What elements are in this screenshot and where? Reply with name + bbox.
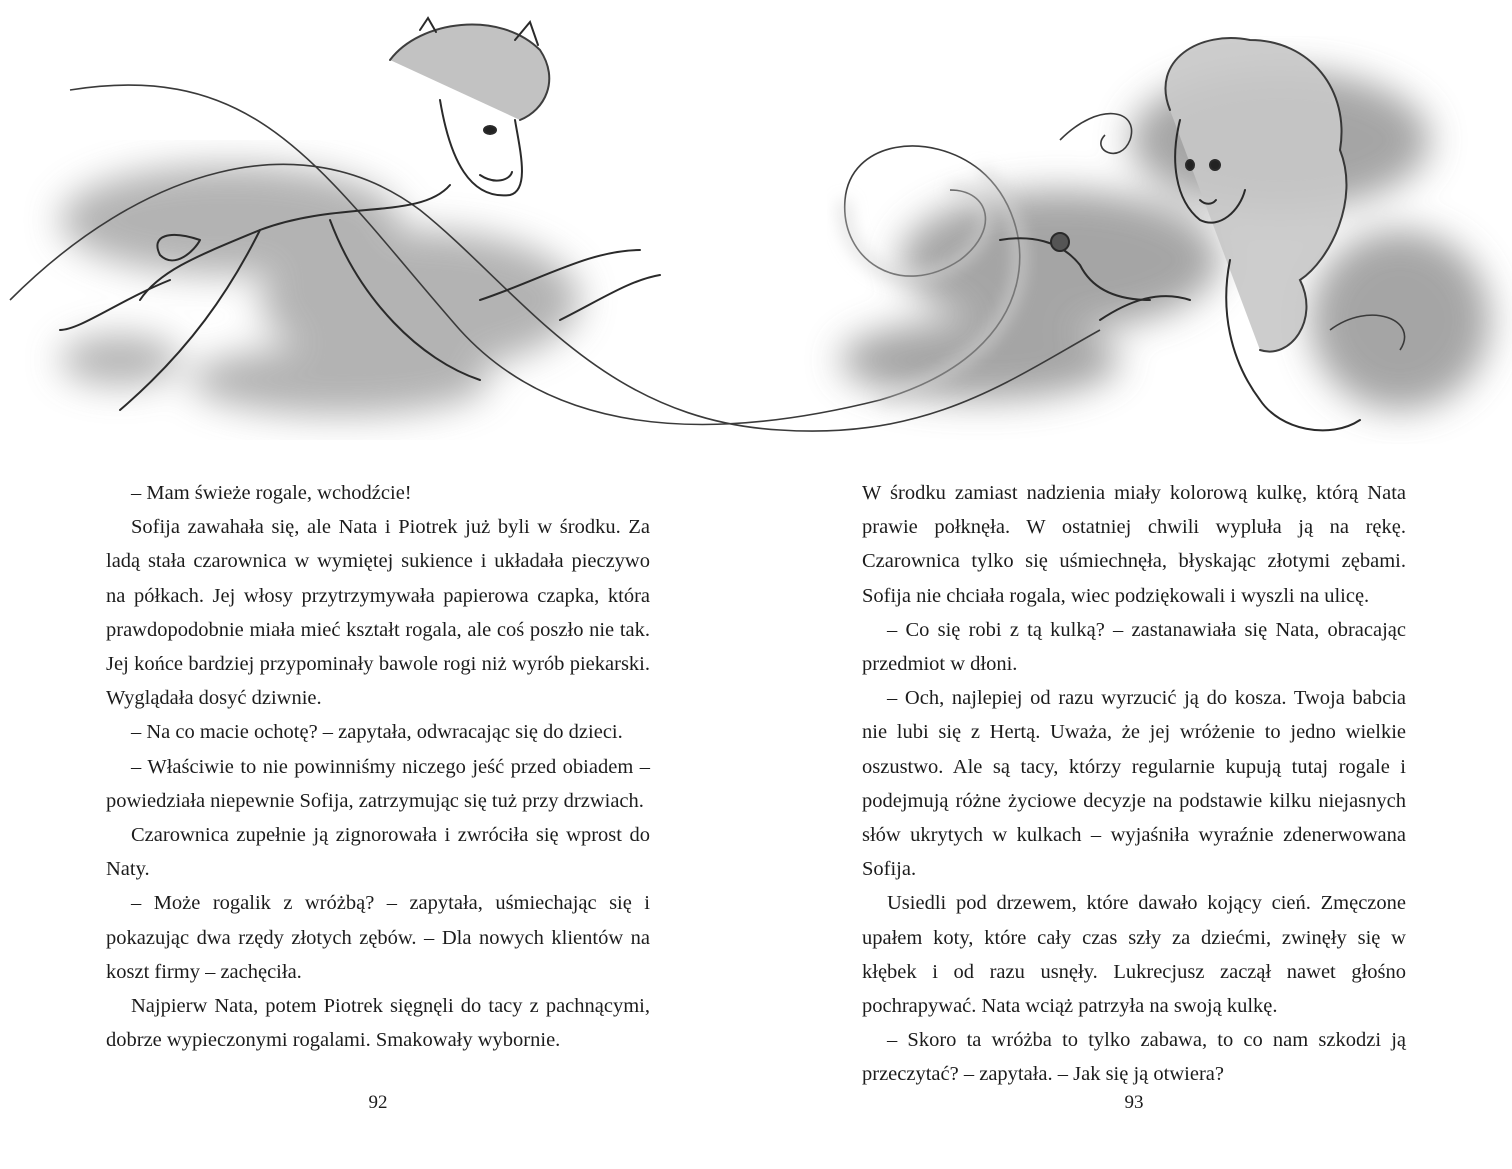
page-number-left: 92	[368, 1092, 388, 1113]
right-page-text	[862, 476, 1406, 1092]
paragraph: – Co się robi z tą kulką? – zastanawiała się Nata, obracając przedmiot w dłoni.	[862, 618, 1406, 676]
paragraph: – Na co macie ochotę? – zapytała, odwracając się do dzieci.	[131, 721, 623, 744]
paragraph: – Może rogalik z wróżbą? – zapytała, uśmiechając się i pokazując dwa rzędy złotych zębów. – Dla nowych klientów na koszt firmy – zachęciła.	[106, 892, 650, 983]
left-page-text	[106, 476, 650, 1057]
paragraph: – Skoro ta wróżba to tylko zabawa, to co nam szkodzi ją przeczytać? – zapytała. – Jak się ją otwiera?	[862, 1029, 1406, 1086]
watercolor-cloud	[60, 165, 580, 415]
paragraph: – Mam świeże rogale, wchodźcie!	[131, 482, 412, 504]
paragraph: – Właściwie to nie powinniśmy niczego jeść przed obiadem – powiedziała niepewnie Sofija, zatrzymując się tuż przy drzwiach.	[106, 755, 650, 812]
paragraph: Sofija zawahała się, ale Nata i Piotrek już byli w środku. Za ladą stała czarownica w wymiętej sukience i układała pieczywo na półkach. Jej włosy przytrzymywała papierowa czapka, która prawdopodobnie miała mieć kształt rogala, ale coś poszło nie tak. Jej końce bardziej przypominały bawole rogi niż wyrób piekarski. Wyglądała dosyć dziwnie.	[106, 516, 650, 710]
page-number-right: 93	[1124, 1092, 1144, 1113]
paragraph: Najpierw Nata, potem Piotrek sięgnęli do tacy z pachnącymi, dobrze wypieczonymi rogalami. Smakowały wybornie.	[106, 995, 650, 1052]
illustration	[0, 0, 1512, 470]
paragraph: Czarownica zupełnie ją zignorowała i zwróciła się wprost do Naty.	[106, 824, 650, 881]
paragraph: – Och, najlepiej od razu wyrzucić ją do kosza. Twoja babcia nie lubi się z Hertą. Uważa, że jej wróżenie to jedno wielkie oszustwo. Ale są tacy, którzy regularnie kupują tutaj rogale i podejmują różne życiowe decyzje na podstawie kilku niejasnych słów ukrytych w kulkach – wyjaśniła wyraźnie zdenerwowana Sofija.	[862, 687, 1406, 881]
paragraph: W środku zamiast nadzienia miały kolorową kulkę, którą Nata prawie połknęła. W ostatniej chwili wypluła ją na rękę. Czarownica tylko się uśmiechnęła, błyskając złotymi zębami. Sofija nie chciała rogala, wiec podziękowali i wyszli na ulicę.	[862, 482, 1406, 607]
watercolor-cloud	[840, 70, 1490, 410]
paragraph: Usiedli pod drzewem, które dawało kojący cień. Zmęczone upałem koty, które cały czas szły za dziećmi, zwinęły się w kłębek i od razu usnęły. Lukrecjusz zaczął nawet głośno pochrapywać. Nata wciąż patrzyła na swoją kulkę.	[862, 892, 1406, 1018]
